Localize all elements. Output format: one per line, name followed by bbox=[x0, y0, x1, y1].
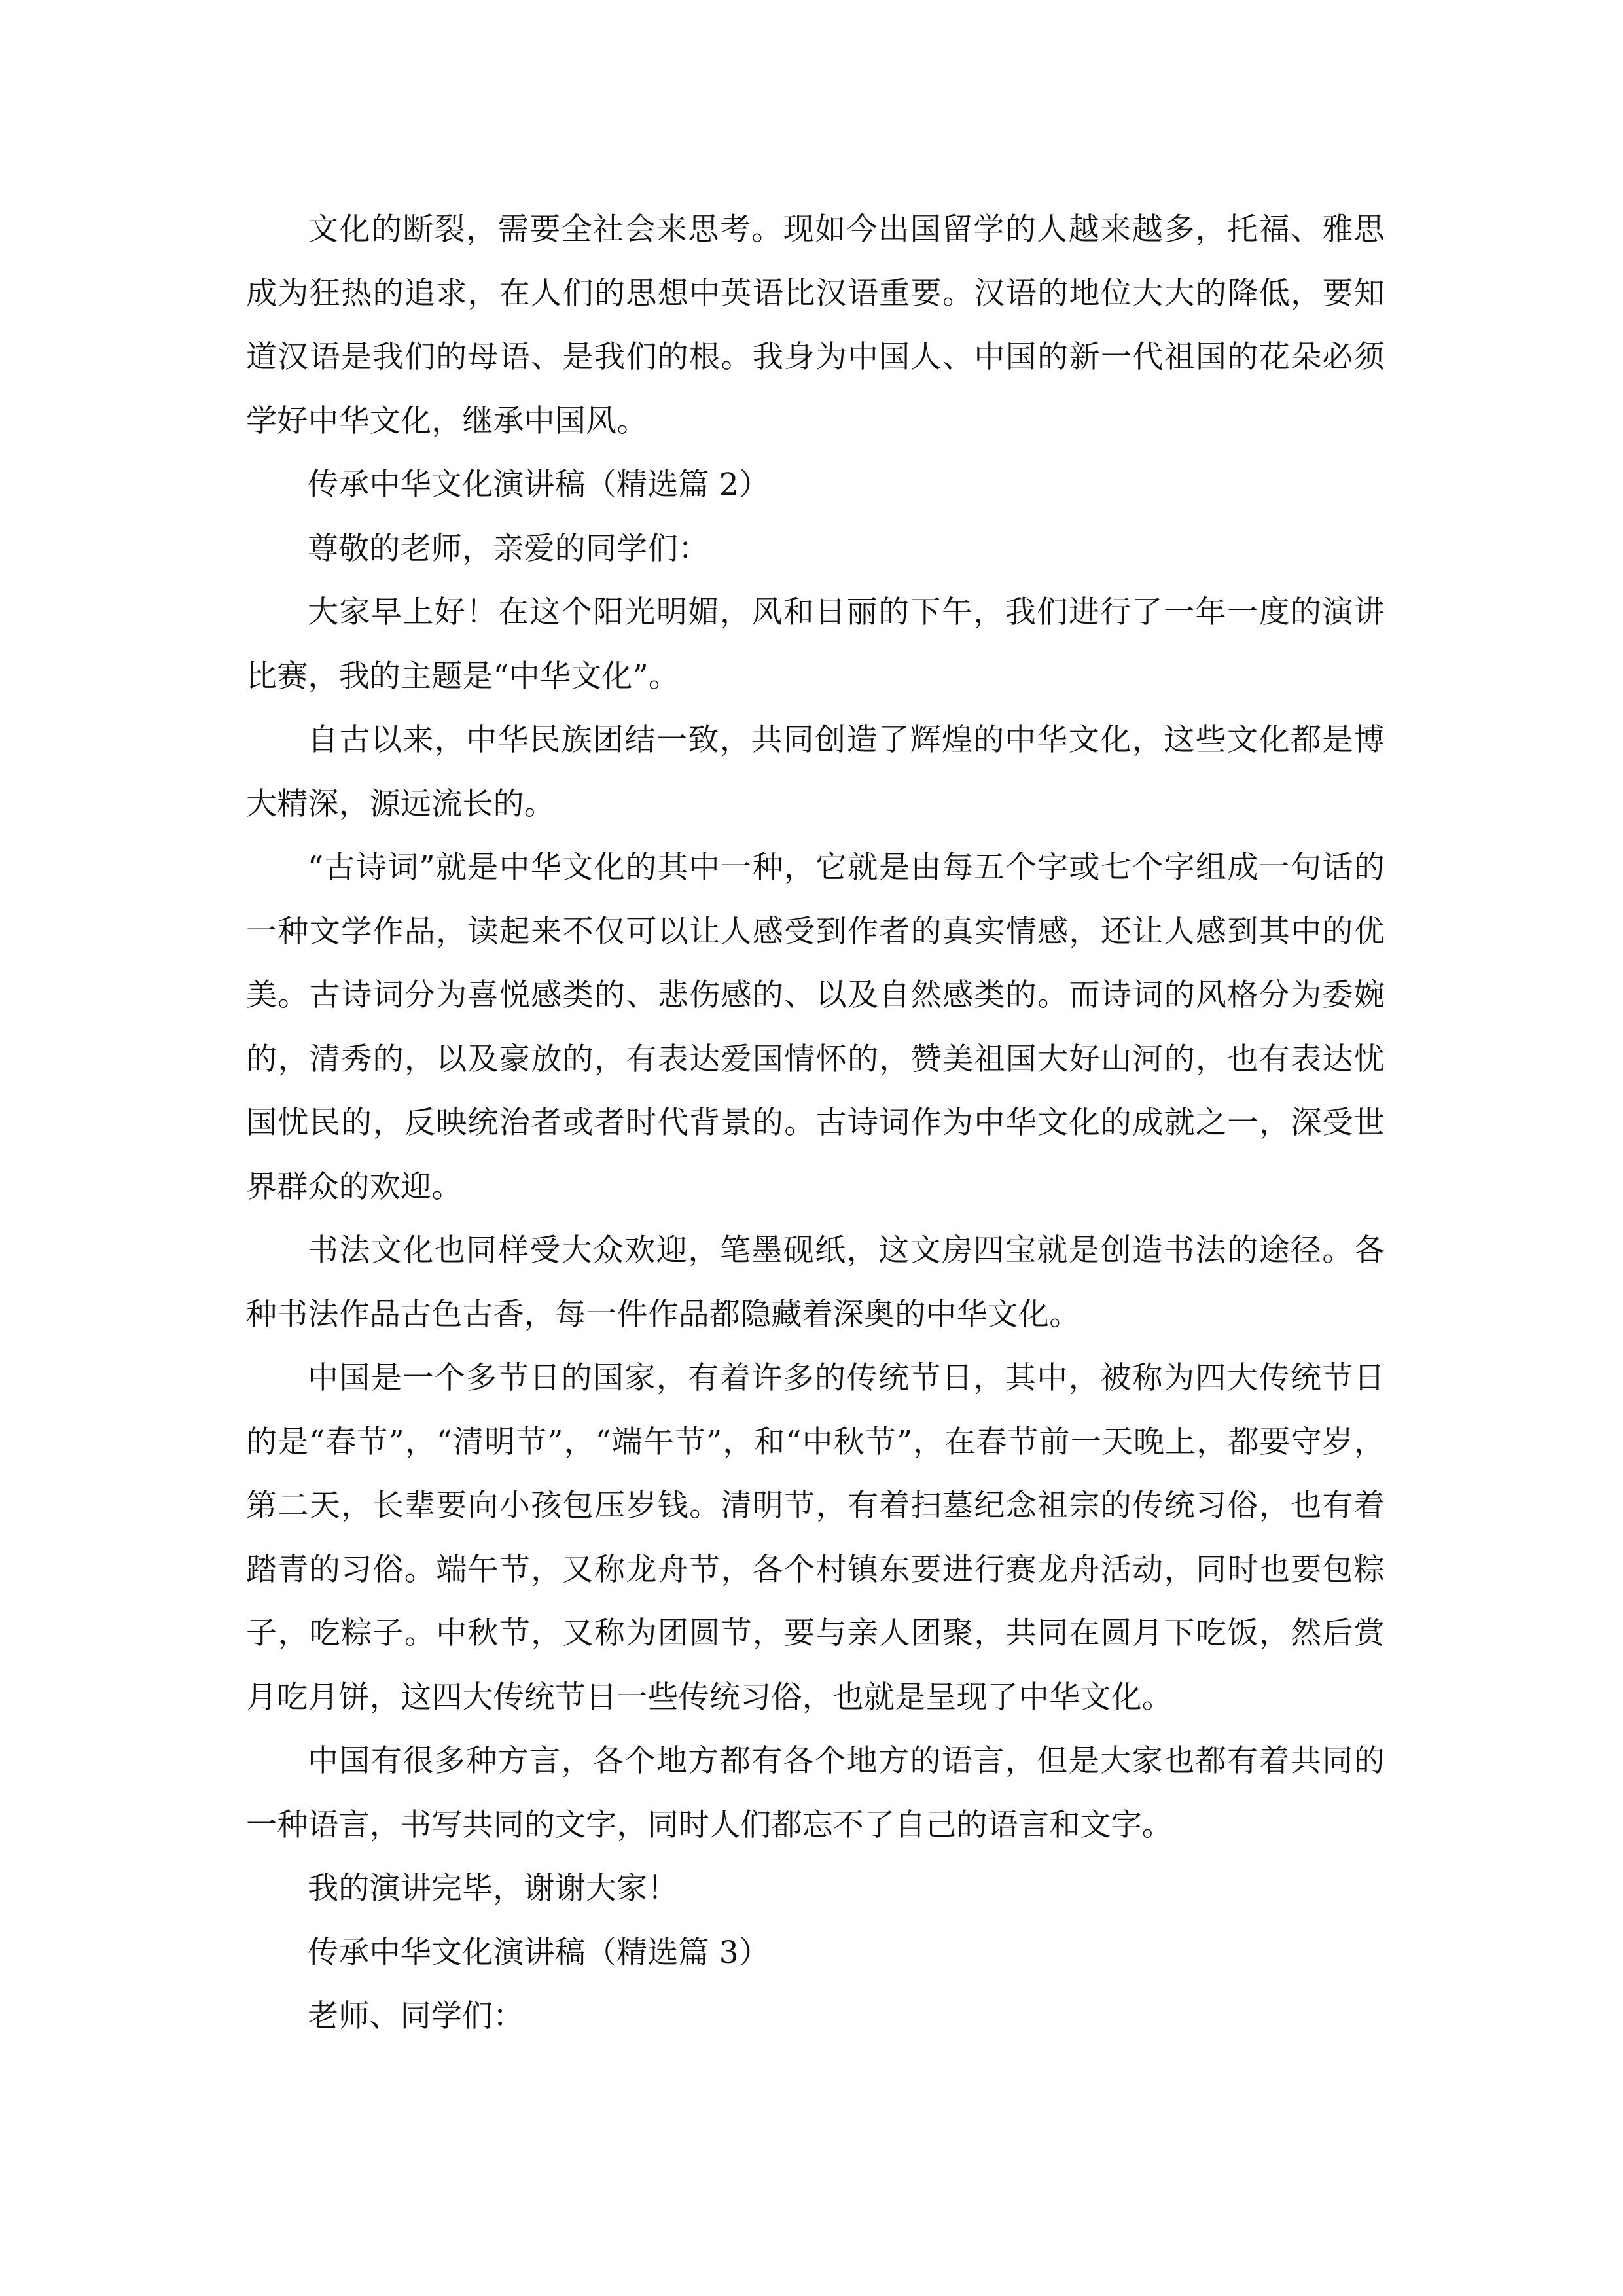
paragraph-culture-fracture: 文化的断裂，需要全社会来思考。现如今出国留学的人越来越多，托福、雅思成为狂热的追求，在人们的思想中英语比汉语重要。汉语的地位大大的降低，要知道汉语是我们的母语、是我们的根。我身为中国人、中国的新一代祖国的花朵必须学好中华文化，继承中国风。 bbox=[246, 211, 1385, 439]
paragraph-ancient-poetry: “古诗词”就是中华文化的其中一种，它就是由每五个字或七个字组成一句话的一种文学作品，读起来不仅可以让人感受到作者的真实情感，还让人感到其中的优美。古诗词分为喜悦感类的、悲伤感的、以及自然感类的。而诗词的风格分为委婉的，清秀的，以及豪放的，有表达爱国情怀的，赞美祖国大好山河的，也有表达忧国忧民的，反映统治者或者时代背景的。古诗词作为中华文化的成就之一，深受世界群众的欢迎。 bbox=[246, 850, 1385, 1205]
paragraph-festivals: 中国是一个多节日的国家，有着许多的传统节日，其中，被称为四大传统节日的是“春节”，“清明节”，“端午节”，和“中秋节”，在春节前一天晚上，都要守岁，第二天，长辈要向小孩包压岁钱。清明节，有着扫墓纪念祖宗的传统习俗，也有着踏青的习俗。端午节，又称龙舟节，各个村镇东要进行赛龙舟活动，同时也要包粽子，吃粽子。中秋节，又称为团圆节，要与亲人团聚，共同在圆月下吃饭，然后赏月吃月饼，这四大传统节日一些传统习俗，也就是呈现了中华文化。 bbox=[246, 1360, 1385, 1715]
paragraph-dialects: 中国有很多种方言，各个地方都有各个地方的语言，但是大家也都有着共同的一种语言，书写共同的文字，同时人们都忘不了自己的语言和文字。 bbox=[246, 1743, 1385, 1843]
salutation-teachers-classmates: 老师、同学们： bbox=[308, 1998, 524, 2034]
section-heading-speech-2: 传承中华文化演讲稿（精选篇 2） bbox=[308, 467, 770, 503]
paragraph-history: 自古以来，中华民族团结一致，共同创造了辉煌的中华文化，这些文化都是博大精深，源远流长的。 bbox=[246, 722, 1385, 822]
document-body bbox=[246, 198, 1385, 2049]
salutation-teachers-students: 尊敬的老师，亲爱的同学们： bbox=[308, 530, 709, 567]
paragraph-calligraphy: 书法文化也同样受大众欢迎，笔墨砚纸，这文房四宝就是创造书法的途径。各种书法作品古色古香，每一件作品都隐藏着深奥的中华文化。 bbox=[246, 1232, 1385, 1333]
paragraph-closing: 我的演讲完毕，谢谢大家！ bbox=[308, 1871, 679, 1907]
paragraph-greeting: 大家早上好！在这个阳光明媚，风和日丽的下午，我们进行了一年一度的演讲比赛，我的主题是“中华文化”。 bbox=[246, 594, 1385, 694]
section-heading-speech-3: 传承中华文化演讲稿（精选篇 3） bbox=[308, 1934, 770, 1971]
